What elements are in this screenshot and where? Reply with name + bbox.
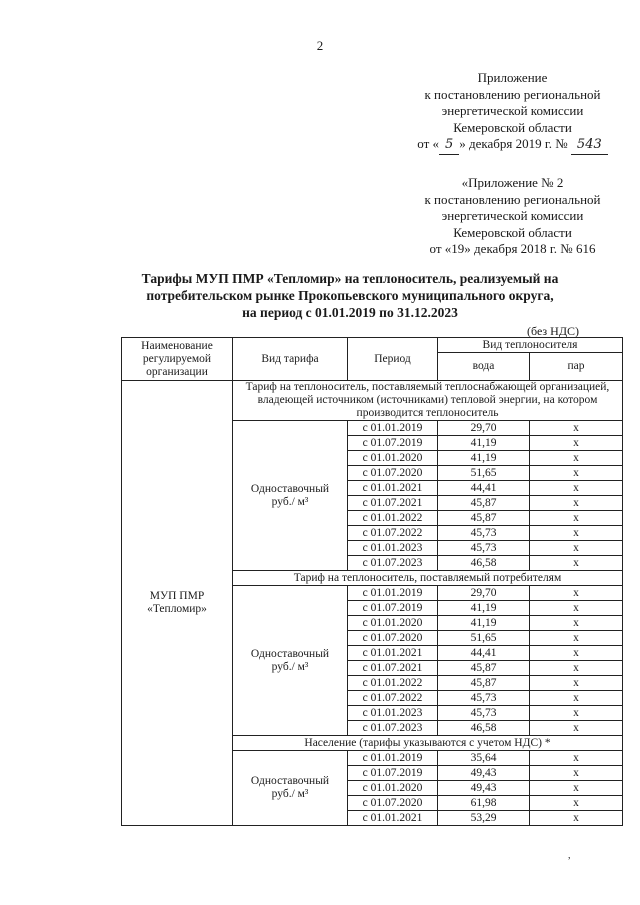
water-value: 45,73 bbox=[438, 526, 530, 541]
steam-value: х bbox=[530, 451, 623, 466]
page-number: 2 bbox=[316, 38, 324, 53]
handwritten-number: 543 bbox=[571, 137, 608, 155]
vat-note: (без НДС) bbox=[527, 324, 580, 338]
water-value: 45,87 bbox=[438, 661, 530, 676]
water-value: 45,73 bbox=[438, 706, 530, 721]
section-title: Тариф на теплоноситель, поставляемый теплоснабжающей организацией, владеющей источником (источниками) тепловой энергии, на котором производится теплоноситель bbox=[233, 381, 623, 421]
handwritten-day: 5 bbox=[439, 137, 459, 155]
water-value: 41,19 bbox=[438, 436, 530, 451]
steam-value: х bbox=[530, 796, 623, 811]
header-steam: пар bbox=[530, 353, 623, 381]
steam-value: х bbox=[530, 781, 623, 796]
header-tariff-type: Вид тарифа bbox=[233, 338, 348, 381]
steam-value: х bbox=[530, 706, 623, 721]
steam-value: х bbox=[530, 466, 623, 481]
org-name-line: МУП ПМР bbox=[149, 590, 205, 602]
period-cell: с 01.07.2020 bbox=[348, 466, 438, 481]
period-cell: с 01.07.2021 bbox=[348, 496, 438, 511]
header-water: вода bbox=[438, 353, 530, 381]
period-cell: с 01.07.2019 bbox=[348, 436, 438, 451]
water-value: 29,70 bbox=[438, 586, 530, 601]
period-cell: с 01.01.2020 bbox=[348, 451, 438, 466]
steam-value: х bbox=[530, 811, 623, 826]
steam-value: х bbox=[530, 601, 623, 616]
appendix-line: к постановлению региональной bbox=[424, 191, 601, 207]
section-title: Население (тарифы указываются с учетом НДС) * bbox=[233, 736, 623, 751]
appendix-date-line bbox=[395, 136, 630, 155]
period-cell: с 01.01.2023 bbox=[348, 541, 438, 556]
water-value: 29,70 bbox=[438, 421, 530, 436]
water-value: 51,65 bbox=[438, 631, 530, 646]
title-line: на период с 01.01.2019 по 31.12.2023 bbox=[242, 305, 458, 320]
tariff-table bbox=[121, 337, 623, 826]
date-prefix: от « bbox=[417, 136, 439, 151]
tariff-type-cell bbox=[233, 751, 348, 826]
steam-value: х bbox=[530, 766, 623, 781]
period-cell: с 01.07.2023 bbox=[348, 721, 438, 736]
steam-value: х bbox=[530, 556, 623, 571]
steam-value: х bbox=[530, 436, 623, 451]
water-value: 49,43 bbox=[438, 781, 530, 796]
steam-value: х bbox=[530, 421, 623, 436]
appendix-2-header bbox=[395, 175, 630, 258]
appendix-line: Кемеровской области bbox=[453, 224, 572, 240]
appendix-line: от «19» декабря 2018 г. № 616 bbox=[429, 241, 596, 256]
section-title-row bbox=[122, 381, 623, 421]
steam-value: х bbox=[530, 721, 623, 736]
title-line: потребительском рынке Прокопьевского муниципального округа, bbox=[146, 288, 554, 303]
title-line: Тарифы МУП ПМР «Тепломир» на теплоноситель, реализуемый на bbox=[141, 271, 559, 286]
steam-value: х bbox=[530, 541, 623, 556]
steam-value: х bbox=[530, 586, 623, 601]
water-value: 49,43 bbox=[438, 766, 530, 781]
steam-value: х bbox=[530, 526, 623, 541]
period-cell: с 01.07.2020 bbox=[348, 631, 438, 646]
period-cell: с 01.01.2019 bbox=[348, 586, 438, 601]
period-cell: с 01.01.2022 bbox=[348, 676, 438, 691]
steam-value: х bbox=[530, 631, 623, 646]
water-value: 45,87 bbox=[438, 496, 530, 511]
steam-value: х bbox=[530, 646, 623, 661]
period-cell: с 01.01.2020 bbox=[348, 781, 438, 796]
water-value: 45,87 bbox=[438, 511, 530, 526]
appendix-line: «Приложение № 2 bbox=[461, 175, 564, 190]
period-cell: с 01.01.2021 bbox=[348, 481, 438, 496]
rate-line: Одноставочный bbox=[250, 482, 330, 495]
water-value: 61,98 bbox=[438, 796, 530, 811]
appendix-line: энергетической комиссии bbox=[441, 103, 584, 118]
water-value: 46,58 bbox=[438, 556, 530, 571]
steam-value: х bbox=[530, 661, 623, 676]
scan-mark: , bbox=[568, 850, 571, 861]
rate-line: Одноставочный bbox=[250, 775, 330, 787]
period-cell: с 01.07.2022 bbox=[348, 691, 438, 706]
period-cell: с 01.01.2023 bbox=[348, 706, 438, 721]
steam-value: х bbox=[530, 496, 623, 511]
water-value: 51,65 bbox=[438, 466, 530, 481]
water-value: 46,58 bbox=[438, 721, 530, 736]
org-name-line: «Тепломир» bbox=[147, 603, 207, 615]
period-cell: с 01.01.2019 bbox=[348, 751, 438, 766]
period-cell: с 01.07.2021 bbox=[348, 661, 438, 676]
header-period: Период bbox=[348, 338, 438, 381]
period-cell: с 01.07.2022 bbox=[348, 526, 438, 541]
water-value: 45,73 bbox=[438, 691, 530, 706]
rate-unit: руб./ м³ bbox=[271, 660, 309, 673]
period-cell: с 01.01.2020 bbox=[348, 616, 438, 631]
water-value: 53,29 bbox=[438, 811, 530, 826]
steam-value: х bbox=[530, 691, 623, 706]
period-cell: с 01.01.2021 bbox=[348, 646, 438, 661]
period-cell: с 01.01.2019 bbox=[348, 421, 438, 436]
water-value: 45,73 bbox=[438, 541, 530, 556]
header-carrier: Вид теплоносителя bbox=[438, 338, 623, 353]
period-cell: с 01.07.2020 bbox=[348, 796, 438, 811]
section-title: Тариф на теплоноситель, поставляемый потребителям bbox=[233, 571, 623, 586]
document-title bbox=[60, 270, 640, 321]
appendix-line: Приложение bbox=[477, 70, 548, 85]
rate-line: Одноставочный bbox=[250, 647, 330, 660]
water-value: 35,64 bbox=[438, 751, 530, 766]
water-value: 44,41 bbox=[438, 481, 530, 496]
period-cell: с 01.07.2019 bbox=[348, 766, 438, 781]
steam-value: х bbox=[530, 751, 623, 766]
appendix-line: Кемеровской области bbox=[453, 119, 572, 135]
period-cell: с 01.07.2019 bbox=[348, 601, 438, 616]
steam-value: х bbox=[530, 616, 623, 631]
tariff-type-cell bbox=[233, 586, 348, 736]
steam-value: х bbox=[530, 511, 623, 526]
steam-value: х bbox=[530, 676, 623, 691]
water-value: 41,19 bbox=[438, 601, 530, 616]
tariff-type-cell bbox=[233, 421, 348, 571]
water-value: 41,19 bbox=[438, 616, 530, 631]
period-cell: с 01.01.2022 bbox=[348, 511, 438, 526]
rate-unit: руб./ м³ bbox=[271, 495, 309, 508]
date-mid: » декабря 2019 г. № bbox=[459, 136, 568, 151]
rate-unit: руб./ м³ bbox=[271, 788, 309, 800]
appendix-header bbox=[395, 70, 630, 155]
water-value: 45,87 bbox=[438, 676, 530, 691]
steam-value: х bbox=[530, 481, 623, 496]
header-row bbox=[122, 338, 623, 353]
appendix-line: энергетической комиссии bbox=[441, 208, 584, 223]
water-value: 41,19 bbox=[438, 451, 530, 466]
header-org: Наименование регулируемой организации bbox=[122, 338, 233, 381]
period-cell: с 01.07.2023 bbox=[348, 556, 438, 571]
water-value: 44,41 bbox=[438, 646, 530, 661]
appendix-line: к постановлению региональной bbox=[424, 86, 601, 102]
period-cell: с 01.01.2021 bbox=[348, 811, 438, 826]
org-name-cell bbox=[122, 381, 233, 826]
